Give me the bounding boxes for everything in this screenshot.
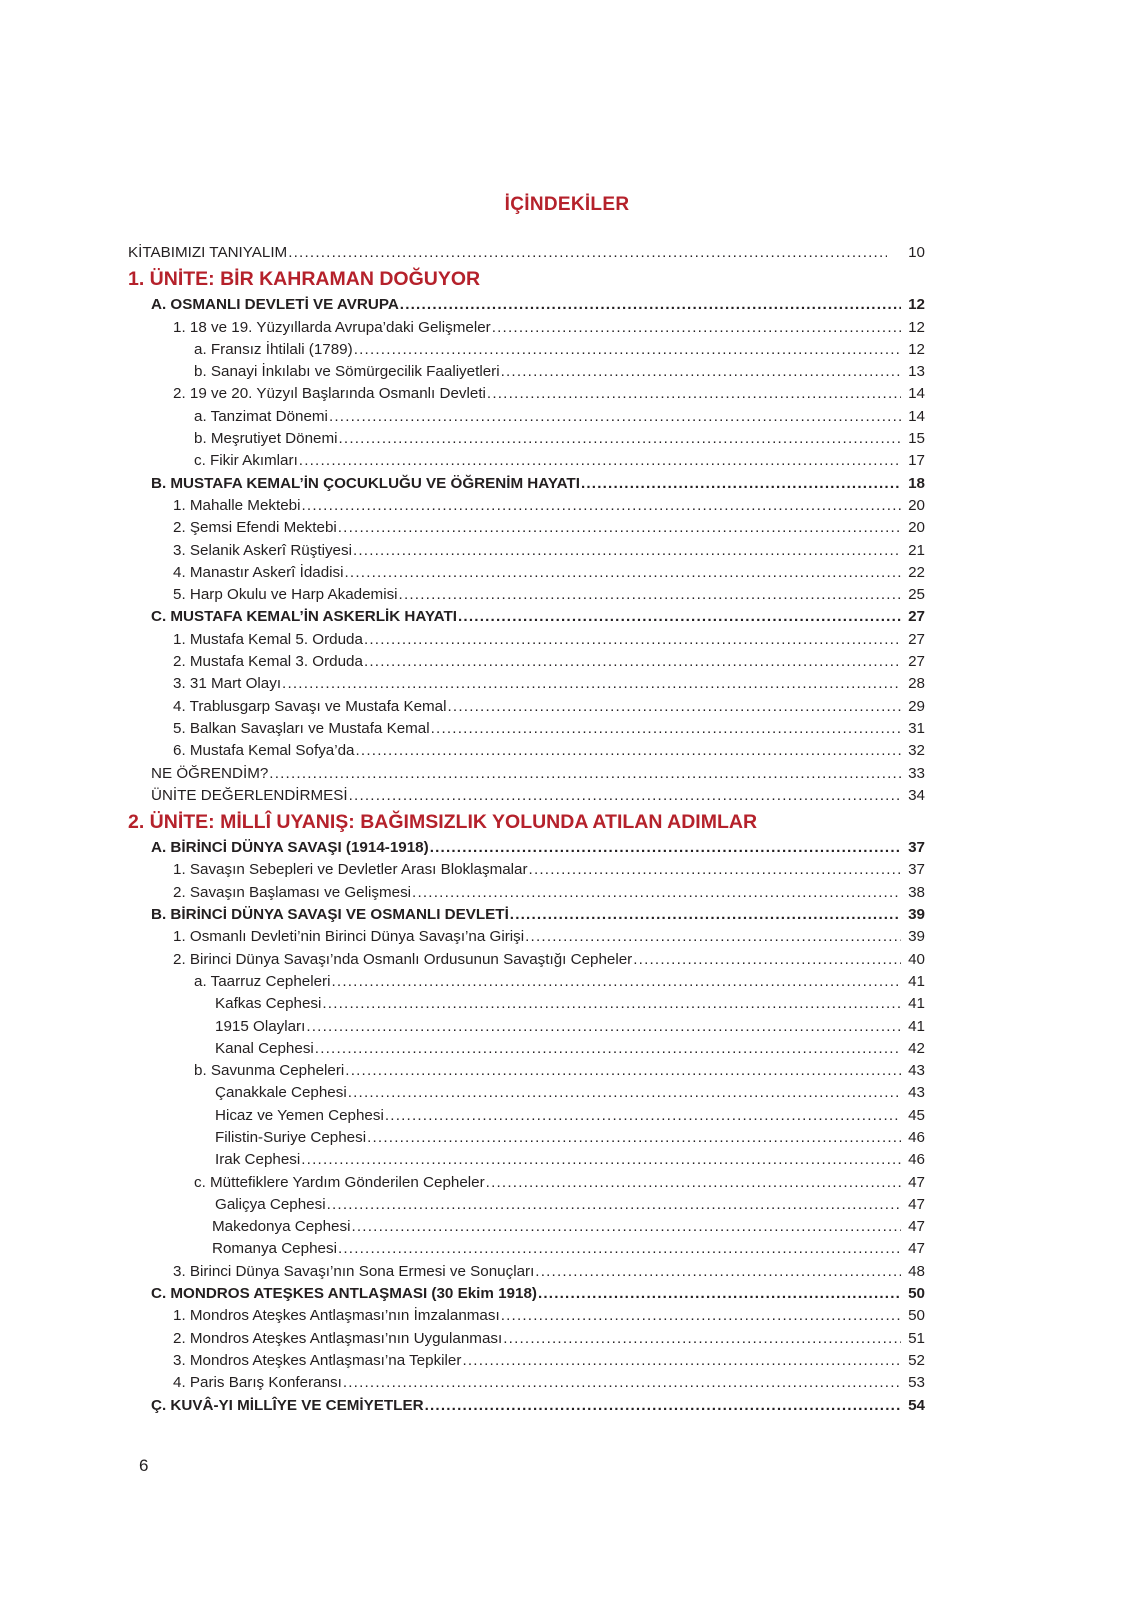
toc-entry-page: 39	[908, 928, 925, 946]
toc-entry-label: B. BİRİNCİ DÜNYA SAVAŞI VE OSMANLI DEVLETİ	[151, 906, 509, 924]
leader-dots	[633, 949, 901, 971]
toc-entry-page: 34	[908, 786, 925, 804]
leader-dots	[338, 1238, 901, 1260]
leader-dots	[430, 837, 901, 859]
toc-entry-page: 47	[908, 1240, 925, 1258]
toc-entry-label: c. Fikir Akımları	[194, 452, 298, 470]
page-title: İÇİNDEKİLER	[504, 194, 630, 215]
leader-dots	[322, 993, 901, 1015]
toc-entry[interactable]	[128, 406, 925, 428]
toc-entry-label: b. Savunma Cepheleri	[194, 1062, 345, 1080]
toc-entry[interactable]	[128, 584, 925, 606]
toc-entry-label: KİTABIMIZI TANIYALIM	[128, 244, 288, 261]
toc-entry-label: Çanakkale Cephesi	[215, 1084, 347, 1102]
toc-entry-page: 25	[908, 586, 925, 604]
leader-dots	[487, 383, 901, 405]
toc-entry-page: 37	[908, 839, 925, 857]
toc-entry-page: 14	[908, 407, 925, 425]
toc-entry[interactable]	[128, 837, 925, 859]
toc-entry-intro[interactable]	[128, 242, 925, 264]
toc-entry-label: 1. Mondros Ateşkes Antlaşması’nın İmzalanması	[173, 1307, 500, 1325]
toc-entry-page: 41	[908, 972, 925, 990]
toc-entry-label: 1915 Olayları	[215, 1017, 306, 1035]
toc-entry[interactable]	[128, 383, 925, 405]
leader-dots	[581, 473, 901, 495]
toc-entry-page: 46	[908, 1128, 925, 1146]
toc-entry[interactable]	[128, 718, 925, 740]
toc-entry-page: 22	[908, 563, 925, 581]
toc-entry-label: b. Sanayi İnkılabı ve Sömürgecilik Faaliyetleri	[194, 363, 500, 381]
toc-entry-label: b. Meşrutiyet Dönemi	[194, 430, 338, 448]
toc-entry-label: 2. 19 ve 20. Yüzyıl Başlarında Osmanlı Devleti	[173, 385, 486, 403]
toc-entry-label: 6. Mustafa Kemal Sofya’da	[173, 742, 355, 760]
toc-entry-label: 3. Mondros Ateşkes Antlaşması’na Tepkiler	[173, 1351, 462, 1369]
leader-dots	[364, 629, 901, 651]
toc-entry-label: 4. Trablusgarp Savaşı ve Mustafa Kemal	[173, 697, 447, 715]
leader-dots	[503, 1328, 901, 1350]
toc-entry-page: 28	[908, 675, 925, 693]
toc-entry[interactable]	[128, 339, 925, 361]
toc-entry[interactable]	[128, 1283, 925, 1305]
toc-entry[interactable]	[128, 1172, 925, 1194]
toc-entry[interactable]	[128, 1238, 925, 1260]
toc-entry-page: 10	[908, 244, 925, 261]
toc-entry-page: 43	[908, 1084, 925, 1102]
toc-entry-label: 3. Selanik Askerî Rüştiyesi	[173, 541, 352, 559]
leader-dots	[486, 1172, 901, 1194]
toc-entry-label: Hicaz ve Yemen Cephesi	[215, 1106, 384, 1124]
leader-dots	[367, 1127, 901, 1149]
toc-entry[interactable]	[128, 1350, 925, 1372]
toc-entry[interactable]	[128, 1328, 925, 1350]
toc-entry-label: a. Taarruz Cepheleri	[194, 972, 331, 990]
toc-entry-label: a. Tanzimat Dönemi	[194, 407, 328, 425]
unit-1-entries	[128, 294, 925, 807]
toc-entry[interactable]	[128, 1216, 925, 1238]
unit-2-heading[interactable]: 2. ÜNİTE: MİLLÎ UYANIŞ: BAĞIMSIZLIK YOLUNDA ATILAN ADIMLAR	[128, 811, 758, 834]
toc-entry-page: 46	[908, 1151, 925, 1169]
toc-entry-label: 1. Osmanlı Devleti’nin Birinci Dünya Savaşı’na Girişi	[173, 928, 525, 946]
toc-entry-page: 20	[908, 496, 925, 514]
toc-entry[interactable]	[128, 562, 925, 584]
leader-dots	[269, 763, 901, 785]
toc-entry-page: 12	[908, 296, 925, 314]
toc-entry[interactable]	[128, 473, 925, 495]
toc-entry[interactable]	[128, 949, 925, 971]
toc-entry-page: 48	[908, 1262, 925, 1280]
leader-dots	[356, 740, 901, 762]
toc-entry-label: 1. 18 ve 19. Yüzyıllarda Avrupa’daki Gelişmeler	[173, 318, 491, 336]
leader-dots	[458, 606, 901, 628]
toc-entry-page: 29	[908, 697, 925, 715]
leader-dots	[354, 339, 901, 361]
leader-dots	[529, 859, 901, 881]
toc-entry-label: 2. Birinci Dünya Savaşı’nda Osmanlı Ordusunun Savaştığı Cepheler	[173, 950, 633, 968]
leader-dots	[339, 428, 902, 450]
toc-entry-label: c. Müttefiklere Yardım Gönderilen Cepheler	[194, 1173, 485, 1191]
leader-dots	[282, 673, 901, 695]
toc-entry-page: 51	[908, 1329, 925, 1347]
toc-entry-page: 14	[908, 385, 925, 403]
leader-dots	[462, 1350, 901, 1372]
table-of-contents	[128, 242, 925, 1417]
leader-dots	[364, 651, 901, 673]
leader-dots	[501, 361, 901, 383]
toc-entry[interactable]	[128, 993, 925, 1015]
toc-entry-page: 43	[908, 1062, 925, 1080]
toc-entry-label: Kanal Cephesi	[215, 1039, 314, 1057]
toc-entry-page: 50	[908, 1285, 925, 1303]
toc-entry-page: 41	[908, 1017, 925, 1035]
toc-entry-label: Romanya Cephesi	[212, 1240, 337, 1258]
toc-entry[interactable]	[128, 1261, 925, 1283]
toc-entry[interactable]	[128, 859, 925, 881]
toc-entry[interactable]	[128, 450, 925, 472]
leader-dots	[327, 1194, 901, 1216]
leader-dots	[399, 584, 901, 606]
toc-entry-page: 38	[908, 883, 925, 901]
toc-entry[interactable]	[128, 882, 925, 904]
toc-entry-label: 3. 31 Mart Olayı	[173, 675, 282, 693]
toc-entry[interactable]	[128, 1016, 925, 1038]
toc-entry-label: NE ÖĞRENDİM?	[151, 764, 269, 782]
toc-entry-label: a. Fransız İhtilali (1789)	[194, 340, 353, 358]
toc-entry[interactable]	[128, 629, 925, 651]
toc-entry-label: C. MUSTAFA KEMAL’İN ASKERLİK HAYATI	[151, 608, 458, 626]
leader-dots	[288, 242, 887, 264]
toc-entry-page: 27	[908, 630, 925, 648]
toc-entry[interactable]	[128, 926, 925, 948]
leader-dots	[331, 971, 901, 993]
toc-entry[interactable]	[128, 1305, 925, 1327]
toc-entry-page: 42	[908, 1039, 925, 1057]
leader-dots	[338, 517, 901, 539]
toc-entry[interactable]	[128, 495, 925, 517]
unit-2-entries	[128, 837, 925, 1417]
toc-entry[interactable]	[128, 1105, 925, 1127]
leader-dots	[412, 882, 901, 904]
toc-entry-label: 2. Mustafa Kemal 3. Orduda	[173, 653, 363, 671]
leader-dots	[538, 1283, 901, 1305]
toc-entry[interactable]	[128, 428, 925, 450]
toc-entry-page: 40	[908, 950, 925, 968]
toc-entry-page: 33	[908, 764, 925, 782]
toc-entry[interactable]	[128, 1395, 925, 1417]
leader-dots	[525, 926, 901, 948]
toc-entry[interactable]	[128, 1127, 925, 1149]
toc-entry-label: 2. Savaşın Başlaması ve Gelişmesi	[173, 883, 412, 901]
toc-entry[interactable]	[128, 1149, 925, 1171]
toc-entry-label: 4. Paris Barış Konferansı	[173, 1374, 342, 1392]
toc-entry-label: 1. Mahalle Mektebi	[173, 496, 301, 514]
toc-entry-label: 2. Şemsi Efendi Mektebi	[173, 519, 337, 537]
toc-entry-page: 47	[908, 1173, 925, 1191]
toc-entry-label: 5. Harp Okulu ve Harp Akademisi	[173, 586, 398, 604]
toc-entry-page: 21	[908, 541, 925, 559]
leader-dots	[343, 1372, 901, 1394]
toc-entry-label: 3. Birinci Dünya Savaşı’nın Sona Ermesi ve Sonuçları	[173, 1262, 535, 1280]
toc-entry-label: Kafkas Cephesi	[215, 995, 322, 1013]
leader-dots	[351, 1216, 901, 1238]
toc-entry[interactable]	[128, 971, 925, 993]
toc-entry-page: 32	[908, 742, 925, 760]
toc-entry-label: 1. Mustafa Kemal 5. Orduda	[173, 630, 363, 648]
leader-dots	[315, 1038, 901, 1060]
toc-entry[interactable]	[128, 904, 925, 926]
toc-entry-page: 12	[908, 340, 925, 358]
leader-dots	[348, 1082, 901, 1104]
toc-entry-label: Galiçya Cephesi	[215, 1195, 326, 1213]
toc-entry-page: 12	[908, 318, 925, 336]
toc-entry[interactable]	[128, 1194, 925, 1216]
leader-dots	[299, 450, 901, 472]
toc-entry[interactable]	[128, 606, 925, 628]
toc-entry-label: Irak Cephesi	[215, 1151, 301, 1169]
toc-entry-page: 52	[908, 1351, 925, 1369]
toc-entry-page: 15	[908, 430, 925, 448]
toc-entry-page: 54	[908, 1396, 925, 1414]
toc-entry[interactable]	[128, 763, 925, 785]
leader-dots	[448, 696, 901, 718]
toc-entry-label: Filistin-Suriye Cephesi	[215, 1128, 367, 1146]
leader-dots	[301, 1149, 901, 1171]
toc-entry-page: 47	[908, 1218, 925, 1236]
toc-entry-page: 13	[908, 363, 925, 381]
toc-entry-page: 17	[908, 452, 925, 470]
toc-entry[interactable]	[128, 317, 925, 339]
toc-entry-page: 27	[908, 653, 925, 671]
toc-entry-label: 2. Mondros Ateşkes Antlaşması’nın Uygulanması	[173, 1329, 503, 1347]
toc-entry[interactable]	[128, 294, 925, 316]
toc-entry-page: 18	[908, 474, 925, 492]
toc-entry-label: A. BİRİNCİ DÜNYA SAVAŞI (1914-1918)	[151, 839, 429, 857]
toc-entry-label: Ç. KUVÂ-YI MİLLÎYE VE CEMİYETLER	[151, 1396, 424, 1414]
toc-entry-page: 20	[908, 519, 925, 537]
leader-dots	[492, 317, 901, 339]
leader-dots	[425, 1395, 901, 1417]
toc-entry[interactable]	[128, 740, 925, 762]
toc-entry-label: ÜNİTE DEĞERLENDİRMESİ	[151, 786, 348, 804]
leader-dots	[345, 562, 901, 584]
leader-dots	[329, 406, 901, 428]
leader-dots	[385, 1105, 901, 1127]
toc-entry-label: B. MUSTAFA KEMAL’İN ÇOCUKLUĞU VE ÖĞRENİM HAYATI	[151, 474, 580, 492]
toc-entry[interactable]	[128, 1082, 925, 1104]
unit-1-heading[interactable]: 1. ÜNİTE: BİR KAHRAMAN DOĞUYOR	[128, 268, 481, 291]
toc-entry[interactable]	[128, 540, 925, 562]
toc-entry[interactable]	[128, 361, 925, 383]
toc-entry[interactable]	[128, 1372, 925, 1394]
toc-entry-page: 53	[908, 1374, 925, 1392]
toc-entry-page: 45	[908, 1106, 925, 1124]
toc-entry-label: 4. Manastır Askerî İdadisi	[173, 563, 344, 581]
toc-entry[interactable]	[128, 651, 925, 673]
toc-entry-label: Makedonya Cephesi	[212, 1218, 351, 1236]
toc-entry-page: 50	[908, 1307, 925, 1325]
toc-entry-label: 5. Balkan Savaşları ve Mustafa Kemal	[173, 719, 430, 737]
toc-entry-label: 1. Savaşın Sebepleri ve Devletler Arası Bloklaşmalar	[173, 861, 528, 879]
leader-dots	[349, 785, 901, 807]
toc-entry-page: 37	[908, 861, 925, 879]
toc-entry[interactable]	[128, 1060, 925, 1082]
toc-entry[interactable]	[128, 785, 925, 807]
leader-dots	[510, 904, 901, 926]
toc-entry-page: 27	[908, 608, 925, 626]
leader-dots	[535, 1261, 901, 1283]
toc-entry-page: 47	[908, 1195, 925, 1213]
leader-dots	[431, 718, 901, 740]
toc-entry[interactable]	[128, 673, 925, 695]
leader-dots	[345, 1060, 901, 1082]
toc-entry[interactable]	[128, 517, 925, 539]
toc-entry[interactable]	[128, 696, 925, 718]
toc-entry-page: 31	[908, 719, 925, 737]
leader-dots	[501, 1305, 901, 1327]
toc-entry-page: 41	[908, 995, 925, 1013]
leader-dots	[353, 540, 901, 562]
leader-dots	[306, 1016, 901, 1038]
toc-entry[interactable]	[128, 1038, 925, 1060]
toc-entry-label: C. MONDROS ATEŞKES ANTLAŞMASI (30 Ekim 1918)	[151, 1285, 537, 1303]
toc-entry-label: A. OSMANLI DEVLETİ VE AVRUPA	[151, 296, 399, 314]
leader-dots	[400, 294, 901, 316]
page-number: 6	[139, 1456, 149, 1475]
leader-dots	[301, 495, 901, 517]
toc-entry-page: 39	[908, 906, 925, 924]
